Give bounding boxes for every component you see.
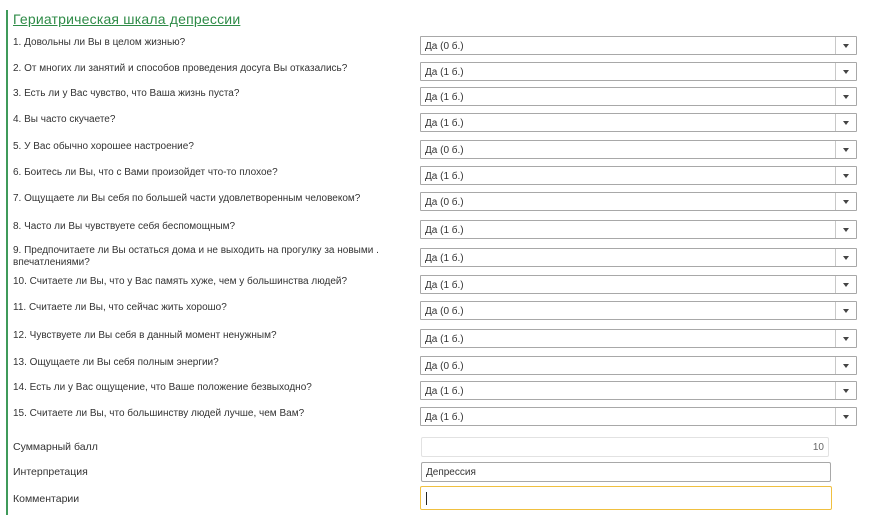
left-accent-rule [6, 10, 8, 515]
summary-row [13, 437, 873, 457]
answer-value: Да (1 б.) [425, 386, 464, 397]
question-row [13, 380, 873, 402]
question-row [13, 219, 873, 241]
answer-select[interactable] [420, 356, 857, 375]
dropdown-button[interactable] [835, 357, 856, 374]
comments-label: Комментарии [13, 493, 80, 505]
chevron-down-icon [843, 228, 849, 232]
question-row [13, 355, 873, 377]
dropdown-button[interactable] [835, 302, 856, 319]
answer-value: Да (1 б.) [425, 118, 464, 129]
question-label: 12. Чувствуете ли Вы себя в данный момент ненужным? [13, 330, 277, 341]
answer-value: Да (0 б.) [425, 41, 464, 52]
question-label: 6. Боитесь ли Вы, что с Вами произойдет что-то плохое? [13, 167, 278, 178]
answer-value: Да (0 б.) [425, 361, 464, 372]
dropdown-button[interactable] [835, 382, 856, 399]
answer-select[interactable] [420, 166, 857, 185]
question-row [13, 86, 873, 108]
chevron-down-icon [843, 148, 849, 152]
answer-select[interactable] [420, 192, 857, 211]
chevron-down-icon [843, 256, 849, 260]
answer-select[interactable] [420, 87, 857, 106]
answer-value: Да (1 б.) [425, 334, 464, 345]
answer-select[interactable] [420, 381, 857, 400]
question-label: 7. Ощущаете ли Вы себя по большей части удовлетворенным человеком? [13, 193, 361, 204]
chevron-down-icon [843, 309, 849, 313]
answer-value: Да (1 б.) [425, 225, 464, 236]
chevron-down-icon [843, 337, 849, 341]
question-row [13, 191, 873, 213]
chevron-down-icon [843, 415, 849, 419]
dropdown-button[interactable] [835, 63, 856, 80]
chevron-down-icon [843, 121, 849, 125]
chevron-down-icon [843, 364, 849, 368]
question-row [13, 165, 873, 187]
question-row [13, 406, 873, 428]
dropdown-button[interactable] [835, 114, 856, 131]
question-label: 13. Ощущаете ли Вы себя полным энергии? [13, 357, 219, 368]
answer-value: Да (1 б.) [425, 171, 464, 182]
answer-select[interactable] [420, 62, 857, 81]
question-row [13, 274, 873, 296]
answer-select[interactable] [420, 275, 857, 294]
interpretation-row [13, 462, 873, 482]
answer-value: Да (1 б.) [425, 92, 464, 103]
question-label: 14. Есть ли у Вас ощущение, что Ваше положение безвыходно? [13, 382, 312, 393]
interpretation-value: Депрессия [426, 467, 476, 478]
dropdown-button[interactable] [835, 330, 856, 347]
comments-row [13, 486, 873, 510]
chevron-down-icon [843, 389, 849, 393]
summary-field [421, 437, 829, 457]
question-label: 1. Довольны ли Вы в целом жизнью? [13, 37, 186, 48]
comments-input[interactable] [420, 486, 832, 510]
chevron-down-icon [843, 283, 849, 287]
dropdown-button[interactable] [835, 221, 856, 238]
question-row [13, 246, 873, 268]
question-label: 8. Часто ли Вы чувствуете себя беспомощным? [13, 221, 236, 232]
summary-label: Суммарный балл [13, 441, 98, 453]
question-label: 5. У Вас обычно хорошее настроение? [13, 141, 194, 152]
interpretation-label: Интерпретация [13, 466, 88, 478]
question-label: 2. От многих ли занятий и способов проведения досуга Вы отказались? [13, 63, 348, 74]
question-label: 9. Предпочитаете ли Вы остаться дома и не выходить на прогулку за новыми . впечатлениями? [13, 245, 379, 268]
question-label: 10. Считаете ли Вы, что у Вас память хуже, чем у большинства людей? [13, 276, 348, 287]
answer-value: Да (1 б.) [425, 280, 464, 291]
answer-select[interactable] [420, 113, 857, 132]
answer-select[interactable] [420, 140, 857, 159]
dropdown-button[interactable] [835, 167, 856, 184]
question-row [13, 328, 873, 350]
question-row [13, 35, 873, 57]
dropdown-button[interactable] [835, 193, 856, 210]
answer-value: Да (0 б.) [425, 306, 464, 317]
question-label: 15. Считаете ли Вы, что большинству людей лучше, чем Вам? [13, 408, 305, 419]
summary-value: 10 [812, 442, 824, 453]
dropdown-button[interactable] [835, 408, 856, 425]
question-row [13, 300, 873, 322]
answer-value: Да (0 б.) [425, 145, 464, 156]
chevron-down-icon [843, 174, 849, 178]
answer-value: Да (0 б.) [425, 197, 464, 208]
answer-select[interactable] [420, 36, 857, 55]
answer-value: Да (1 б.) [425, 67, 464, 78]
chevron-down-icon [843, 70, 849, 74]
answer-select[interactable] [420, 301, 857, 320]
answer-select[interactable] [420, 407, 857, 426]
answer-select[interactable] [420, 329, 857, 348]
chevron-down-icon [843, 44, 849, 48]
answer-value: Да (1 б.) [425, 412, 464, 423]
answer-select[interactable] [420, 248, 857, 267]
question-row [13, 139, 873, 161]
dropdown-button[interactable] [835, 141, 856, 158]
question-label: 3. Есть ли у Вас чувство, что Ваша жизнь пуста? [13, 88, 240, 99]
answer-select[interactable] [420, 220, 857, 239]
dropdown-button[interactable] [835, 37, 856, 54]
dropdown-button[interactable] [835, 88, 856, 105]
dropdown-button[interactable] [835, 276, 856, 293]
question-row [13, 61, 873, 83]
dropdown-button[interactable] [835, 249, 856, 266]
interpretation-field[interactable] [421, 462, 831, 482]
answer-value: Да (1 б.) [425, 253, 464, 264]
form-title[interactable]: Гериатрическая шкала депрессии [13, 11, 241, 27]
chevron-down-icon [843, 200, 849, 204]
text-caret [426, 492, 427, 505]
question-label: 4. Вы часто скучаете? [13, 114, 116, 125]
question-label: 11. Считаете ли Вы, что сейчас жить хорошо? [13, 302, 227, 313]
chevron-down-icon [843, 95, 849, 99]
question-row [13, 112, 873, 134]
